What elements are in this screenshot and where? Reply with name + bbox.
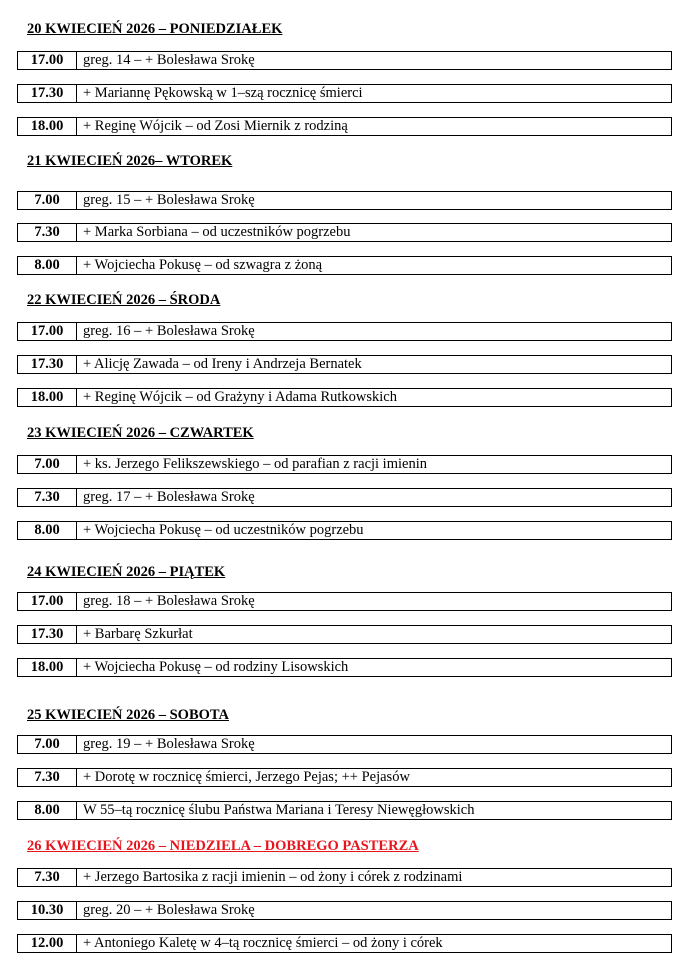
mass-intention: + Antoniego Kaletę w 4–tą rocznicę śmierci – od żony i córek: [83, 935, 443, 951]
mass-row: [17, 191, 672, 210]
mass-row: [17, 322, 672, 341]
mass-row: [17, 256, 672, 275]
mass-intention: + Wojciecha Pokusę – od szwagra z żoną: [83, 257, 323, 273]
mass-row: [17, 625, 672, 644]
mass-time: 12.00: [18, 935, 77, 952]
mass-time: 7.30: [18, 869, 77, 886]
mass-time: 17.00: [18, 593, 77, 610]
day-heading: 24 KWIECIEŃ 2026 – PIĄTEK: [27, 564, 226, 580]
mass-row: [17, 868, 672, 887]
mass-row: [17, 223, 672, 242]
mass-intention: + Alicję Zawada – od Ireny i Andrzeja Bernatek: [83, 356, 362, 372]
mass-time: 7.00: [18, 456, 77, 473]
mass-intention: + Wojciecha Pokusę – od rodziny Lisowskich: [83, 659, 349, 675]
mass-row: [17, 488, 672, 507]
mass-time: 8.00: [18, 257, 77, 274]
mass-intention: + ks. Jerzego Felikszewskiego – od parafian z racji imienin: [83, 456, 427, 472]
mass-row: [17, 592, 672, 611]
mass-row: [17, 801, 672, 820]
mass-intention: + Dorotę w rocznicę śmierci, Jerzego Pejas; ++ Pejasów: [83, 769, 410, 785]
mass-row: [17, 934, 672, 953]
day-heading: 26 KWIECIEŃ 2026 – NIEDZIELA – DOBREGO PASTERZA: [27, 838, 419, 854]
mass-time: 7.30: [18, 489, 77, 506]
mass-row: [17, 51, 672, 70]
mass-time: 7.30: [18, 224, 77, 241]
mass-time: 7.30: [18, 769, 77, 786]
mass-intention: greg. 17 – + Bolesława Srokę: [83, 489, 255, 505]
mass-row: [17, 521, 672, 540]
mass-intention: + Barbarę Szkurłat: [83, 626, 193, 642]
mass-intention: + Marka Sorbiana – od uczestników pogrzebu: [83, 224, 351, 240]
mass-row: [17, 388, 672, 407]
mass-row: [17, 84, 672, 103]
mass-intention: + Reginę Wójcik – od Grażyny i Adama Rutkowskich: [83, 389, 397, 405]
day-heading: 25 KWIECIEŃ 2026 – SOBOTA: [27, 707, 229, 723]
mass-intention: + Jerzego Bartosika z racji imienin – od żony i córek z rodzinami: [83, 869, 463, 885]
mass-row: [17, 768, 672, 787]
day-heading: 22 KWIECIEŃ 2026 – ŚRODA: [27, 292, 221, 308]
mass-row: [17, 735, 672, 754]
day-heading: 21 KWIECIEŃ 2026– WTOREK: [27, 153, 233, 169]
mass-intention: + Wojciecha Pokusę – od uczestników pogrzebu: [83, 522, 364, 538]
mass-intention: greg. 20 – + Bolesława Srokę: [83, 902, 255, 918]
mass-time: 18.00: [18, 118, 77, 135]
mass-time: 17.00: [18, 52, 77, 69]
mass-time: 8.00: [18, 522, 77, 539]
mass-intention: greg. 14 – + Bolesława Srokę: [83, 52, 255, 68]
mass-time: 17.30: [18, 85, 77, 102]
mass-intention: greg. 19 – + Bolesława Srokę: [83, 736, 255, 752]
mass-row: [17, 455, 672, 474]
mass-time: 18.00: [18, 659, 77, 676]
mass-time: 17.30: [18, 356, 77, 373]
mass-time: 7.00: [18, 192, 77, 209]
mass-row: [17, 658, 672, 677]
mass-time: 17.00: [18, 323, 77, 340]
mass-time: 10.30: [18, 902, 77, 919]
mass-intention: greg. 16 – + Bolesława Srokę: [83, 323, 255, 339]
mass-row: [17, 355, 672, 374]
mass-intention: + Mariannę Pękowską w 1–szą rocznicę śmierci: [83, 85, 363, 101]
mass-time: 18.00: [18, 389, 77, 406]
mass-time: 17.30: [18, 626, 77, 643]
day-heading: 23 KWIECIEŃ 2026 – CZWARTEK: [27, 425, 254, 441]
mass-intention: + Reginę Wójcik – od Zosi Miernik z rodziną: [83, 118, 348, 134]
mass-intention: greg. 15 – + Bolesława Srokę: [83, 192, 255, 208]
mass-row: [17, 117, 672, 136]
mass-row: [17, 901, 672, 920]
mass-time: 8.00: [18, 802, 77, 819]
mass-intention: greg. 18 – + Bolesława Srokę: [83, 593, 255, 609]
mass-time: 7.00: [18, 736, 77, 753]
day-heading: 20 KWIECIEŃ 2026 – PONIEDZIAŁEK: [27, 21, 283, 37]
mass-intention: W 55–tą rocznicę ślubu Państwa Mariana i Teresy Niewęgłowskich: [83, 802, 475, 818]
